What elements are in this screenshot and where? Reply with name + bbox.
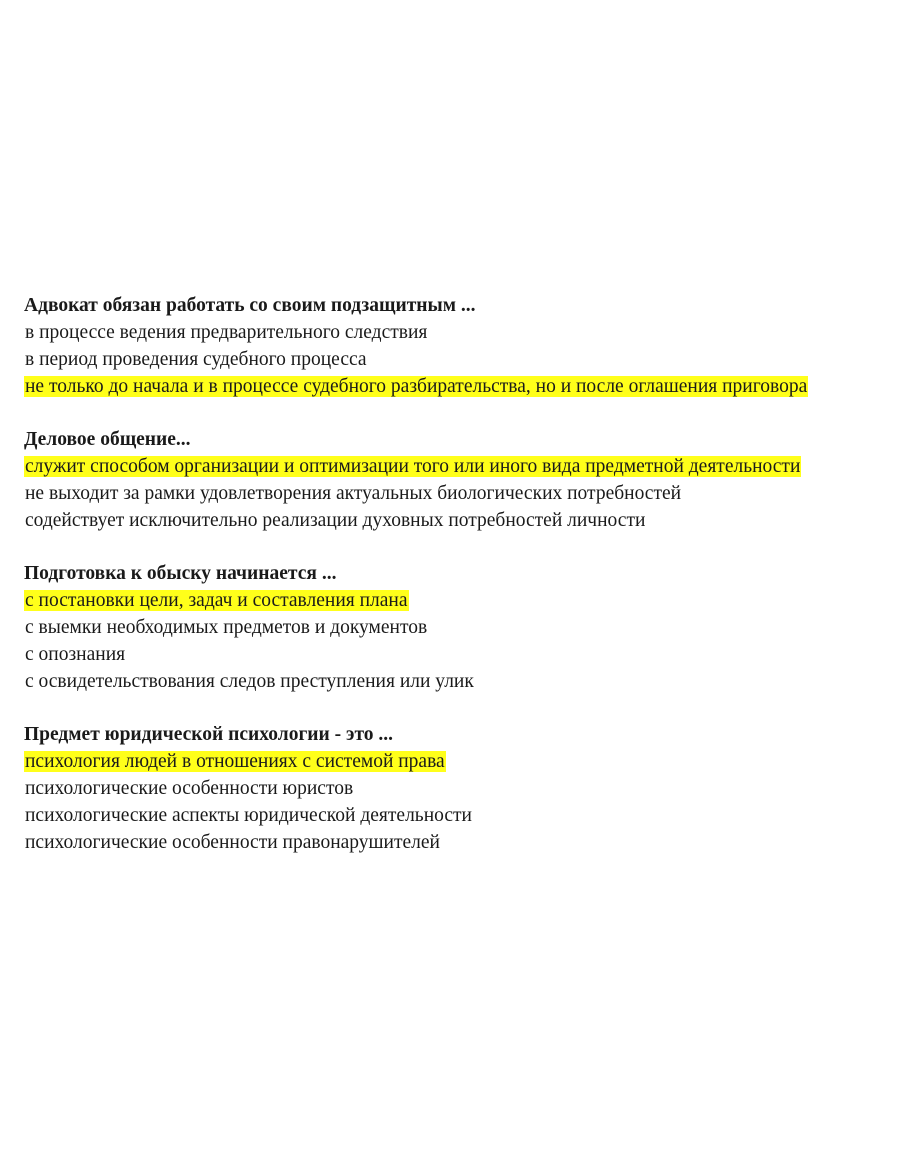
correct-answer-highlighted bbox=[24, 453, 884, 480]
answer-text: психология людей в отношениях с системой права bbox=[25, 751, 445, 772]
correct-answer-highlighted bbox=[24, 373, 884, 400]
answer-text: с освидетельствования следов преступления или улик bbox=[25, 671, 474, 692]
answer-text: психологические особенности юристов bbox=[25, 778, 354, 799]
answer-option bbox=[24, 346, 884, 373]
answer-text: психологические аспекты юридической деятельности bbox=[25, 805, 472, 826]
answer-option bbox=[24, 641, 884, 668]
answer-option bbox=[24, 775, 884, 802]
question-block bbox=[24, 426, 884, 534]
answer-option bbox=[24, 319, 884, 346]
answer-option bbox=[24, 829, 884, 856]
correct-answer-highlighted bbox=[24, 587, 884, 614]
answer-text: в процессе ведения предварительного следствия bbox=[25, 322, 428, 343]
questions-list bbox=[24, 292, 884, 882]
answer-option bbox=[24, 480, 884, 507]
question-title: Предмет юридической психологии - это ... bbox=[24, 724, 394, 745]
question-block bbox=[24, 560, 884, 695]
question-block bbox=[24, 292, 884, 400]
answer-text: не выходит за рамки удовлетворения актуальных биологических потребностей bbox=[25, 483, 682, 504]
answer-text: с выемки необходимых предметов и документов bbox=[25, 617, 428, 638]
answer-text: с постановки цели, задач и составления плана bbox=[25, 590, 408, 611]
question-title: Подготовка к обыску начинается ... bbox=[24, 563, 337, 584]
answer-option bbox=[24, 668, 884, 695]
answer-text: психологические особенности правонарушителей bbox=[25, 832, 440, 853]
question-block bbox=[24, 721, 884, 856]
answer-text: в период проведения судебного процесса bbox=[25, 349, 367, 370]
question-title: Деловое общение... bbox=[24, 429, 191, 450]
question-title: Адвокат обязан работать со своим подзащитным ... bbox=[24, 295, 476, 316]
answer-option bbox=[24, 507, 884, 534]
answer-text: не только до начала и в процессе судебного разбирательства, но и после оглашения приговора bbox=[25, 376, 808, 397]
correct-answer-highlighted bbox=[24, 748, 884, 775]
answer-option bbox=[24, 802, 884, 829]
answer-text: с опознания bbox=[25, 644, 126, 665]
answer-text: содействует исключительно реализации духовных потребностей личности bbox=[25, 510, 646, 531]
answer-text: служит способом организации и оптимизации того или иного вида предметной деятельности bbox=[25, 456, 801, 477]
answer-option bbox=[24, 614, 884, 641]
